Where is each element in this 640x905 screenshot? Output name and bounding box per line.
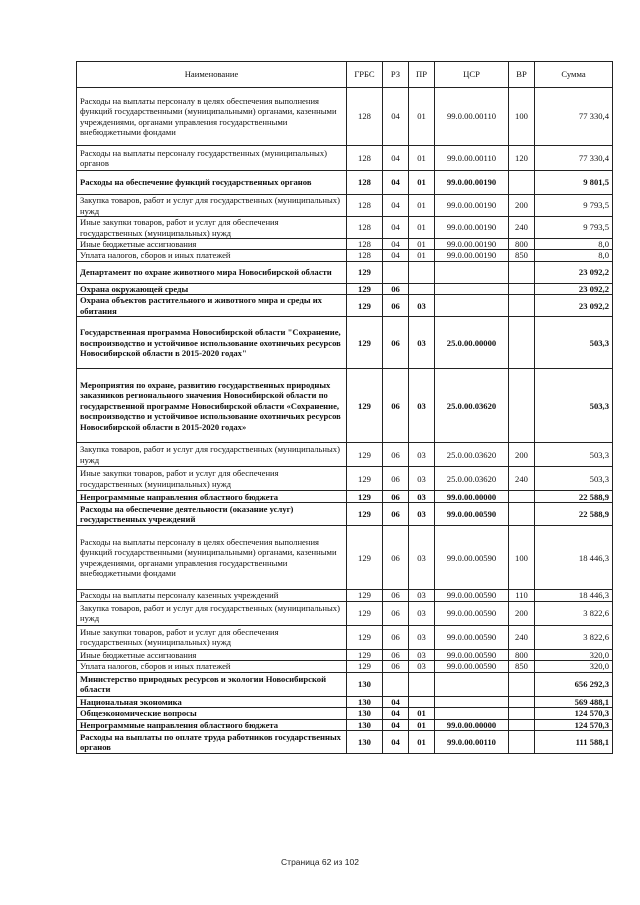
- cell-csr: 99.0.00.00190: [435, 239, 509, 250]
- cell-grbs: 129: [347, 369, 383, 443]
- cell-vr: 200: [509, 601, 535, 625]
- cell-grbs: 129: [347, 661, 383, 672]
- cell-name: Расходы на выплаты персоналу казенных учреждений: [77, 590, 347, 601]
- cell-rz: 06: [383, 503, 409, 526]
- table-row: [77, 731, 613, 754]
- header-rz: РЗ: [383, 62, 409, 88]
- cell-amount: 503,3: [535, 369, 613, 443]
- table-row: [77, 708, 613, 719]
- cell-name: Закупка товаров, работ и услуг для государственных (муниципальных) нужд: [77, 195, 347, 217]
- cell-name: Охрана объектов растительного и животного мира и среды их обитания: [77, 295, 347, 317]
- cell-grbs: 128: [347, 146, 383, 171]
- cell-vr: 200: [509, 195, 535, 217]
- cell-grbs: 129: [347, 503, 383, 526]
- cell-rz: 06: [383, 526, 409, 590]
- cell-grbs: 128: [347, 88, 383, 146]
- cell-amount: 22 588,9: [535, 503, 613, 526]
- cell-rz: 06: [383, 491, 409, 503]
- cell-amount: 124 570,3: [535, 708, 613, 719]
- cell-pr: [409, 283, 435, 294]
- cell-name: Расходы на обеспечение деятельности (оказание услуг) государственных учреждений: [77, 503, 347, 526]
- table-row: [77, 261, 613, 283]
- cell-amount: 23 092,2: [535, 295, 613, 317]
- cell-csr: [435, 261, 509, 283]
- page-footer: Страница 62 из 102: [281, 857, 359, 867]
- cell-vr: [509, 731, 535, 754]
- cell-vr: 240: [509, 467, 535, 491]
- cell-name: Иные бюджетные ассигнования: [77, 239, 347, 250]
- cell-name: Расходы на выплаты персоналу в целях обеспечения выполнения функций государственными (муниципальными) органами, казенными учреждениями, органами управления государственными внебюджетными фондами: [77, 526, 347, 590]
- table-row: [77, 250, 613, 261]
- cell-rz: 06: [383, 295, 409, 317]
- cell-vr: [509, 369, 535, 443]
- cell-pr: 03: [409, 491, 435, 503]
- table-row: [77, 661, 613, 672]
- cell-vr: 240: [509, 217, 535, 239]
- cell-amount: 9 793,5: [535, 217, 613, 239]
- cell-name: Национальная экономика: [77, 696, 347, 707]
- cell-grbs: 129: [347, 283, 383, 294]
- table-row: [77, 503, 613, 526]
- cell-csr: 99.0.00.00000: [435, 719, 509, 730]
- cell-csr: 99.0.00.00110: [435, 146, 509, 171]
- cell-amount: 503,3: [535, 317, 613, 369]
- table-row: [77, 295, 613, 317]
- cell-name: Расходы на выплаты персоналу в целях обеспечения выполнения функций государственными (муниципальными) органами, казенными учреждениями, органами управления государственными внебюджетными фондами: [77, 88, 347, 146]
- cell-grbs: 130: [347, 719, 383, 730]
- table-row: [77, 171, 613, 195]
- cell-amount: 8,0: [535, 239, 613, 250]
- cell-rz: 04: [383, 195, 409, 217]
- cell-amount: 22 588,9: [535, 491, 613, 503]
- cell-csr: 25.0.00.03620: [435, 467, 509, 491]
- cell-amount: 3 822,6: [535, 601, 613, 625]
- cell-vr: 800: [509, 239, 535, 250]
- header-name: Наименование: [77, 62, 347, 88]
- cell-grbs: 128: [347, 217, 383, 239]
- cell-csr: 99.0.00.00110: [435, 88, 509, 146]
- cell-csr: 99.0.00.00590: [435, 601, 509, 625]
- cell-vr: [509, 719, 535, 730]
- cell-grbs: 130: [347, 731, 383, 754]
- cell-name: Уплата налогов, сборов и иных платежей: [77, 661, 347, 672]
- table-row: [77, 146, 613, 171]
- cell-amount: 9 793,5: [535, 195, 613, 217]
- header-grbs: ГРБС: [347, 62, 383, 88]
- table-row: [77, 649, 613, 660]
- table-row: [77, 491, 613, 503]
- table-row: [77, 467, 613, 491]
- cell-grbs: 129: [347, 625, 383, 649]
- cell-csr: 99.0.00.00590: [435, 590, 509, 601]
- cell-vr: 110: [509, 590, 535, 601]
- cell-pr: [409, 696, 435, 707]
- cell-pr: 01: [409, 719, 435, 730]
- table-row: [77, 443, 613, 467]
- cell-vr: [509, 503, 535, 526]
- cell-grbs: 130: [347, 708, 383, 719]
- header-amount: Сумма: [535, 62, 613, 88]
- cell-pr: 03: [409, 526, 435, 590]
- cell-amount: 77 330,4: [535, 146, 613, 171]
- cell-pr: 03: [409, 443, 435, 467]
- cell-name: Иные закупки товаров, работ и услуг для обеспечения государственных (муниципальных) нужд: [77, 467, 347, 491]
- cell-csr: 25.0.00.03620: [435, 369, 509, 443]
- cell-grbs: 128: [347, 195, 383, 217]
- cell-rz: 06: [383, 467, 409, 491]
- cell-vr: [509, 317, 535, 369]
- cell-pr: [409, 672, 435, 696]
- table-row: [77, 590, 613, 601]
- cell-pr: 01: [409, 239, 435, 250]
- table-row: [77, 672, 613, 696]
- cell-vr: [509, 672, 535, 696]
- cell-csr: [435, 295, 509, 317]
- cell-amount: 111 588,1: [535, 731, 613, 754]
- cell-name: Расходы на обеспечение функций государственных органов: [77, 171, 347, 195]
- cell-amount: 18 446,3: [535, 526, 613, 590]
- cell-rz: 06: [383, 317, 409, 369]
- cell-name: Закупка товаров, работ и услуг для государственных (муниципальных) нужд: [77, 601, 347, 625]
- cell-amount: 320,0: [535, 649, 613, 660]
- cell-grbs: 128: [347, 250, 383, 261]
- cell-csr: 99.0.00.00110: [435, 731, 509, 754]
- cell-pr: 03: [409, 503, 435, 526]
- cell-name: Иные закупки товаров, работ и услуг для обеспечения государственных (муниципальных) нужд: [77, 625, 347, 649]
- cell-pr: [409, 261, 435, 283]
- cell-pr: 03: [409, 295, 435, 317]
- cell-rz: 04: [383, 708, 409, 719]
- cell-amount: 3 822,6: [535, 625, 613, 649]
- cell-grbs: 128: [347, 239, 383, 250]
- cell-vr: [509, 708, 535, 719]
- cell-vr: [509, 261, 535, 283]
- cell-name: Уплата налогов, сборов и иных платежей: [77, 250, 347, 261]
- cell-rz: 06: [383, 601, 409, 625]
- cell-name: Непрограммные направления областного бюджета: [77, 719, 347, 730]
- cell-pr: 03: [409, 661, 435, 672]
- cell-pr: 01: [409, 217, 435, 239]
- cell-vr: 240: [509, 625, 535, 649]
- table-row: [77, 601, 613, 625]
- cell-csr: 99.0.00.00190: [435, 217, 509, 239]
- cell-vr: [509, 491, 535, 503]
- cell-grbs: 129: [347, 590, 383, 601]
- cell-rz: 04: [383, 250, 409, 261]
- cell-grbs: 129: [347, 491, 383, 503]
- header-vr: ВР: [509, 62, 535, 88]
- cell-csr: 99.0.00.00590: [435, 503, 509, 526]
- header-pr: ПР: [409, 62, 435, 88]
- cell-vr: [509, 295, 535, 317]
- table-row: [77, 195, 613, 217]
- table-body: [77, 88, 613, 754]
- table-row: [77, 719, 613, 730]
- cell-grbs: 129: [347, 601, 383, 625]
- cell-amount: 656 292,3: [535, 672, 613, 696]
- cell-pr: 01: [409, 171, 435, 195]
- cell-pr: 01: [409, 731, 435, 754]
- header-csr: ЦСР: [435, 62, 509, 88]
- table-row: [77, 217, 613, 239]
- cell-name: Непрограммные направления областного бюджета: [77, 491, 347, 503]
- cell-pr: 03: [409, 625, 435, 649]
- cell-rz: 04: [383, 696, 409, 707]
- cell-pr: 03: [409, 649, 435, 660]
- cell-name: Общеэкономические вопросы: [77, 708, 347, 719]
- cell-amount: 124 570,3: [535, 719, 613, 730]
- cell-rz: 06: [383, 369, 409, 443]
- cell-rz: 06: [383, 590, 409, 601]
- cell-vr: 800: [509, 649, 535, 660]
- cell-rz: 06: [383, 443, 409, 467]
- cell-amount: 8,0: [535, 250, 613, 261]
- cell-grbs: 129: [347, 317, 383, 369]
- cell-rz: 04: [383, 88, 409, 146]
- cell-pr: 03: [409, 369, 435, 443]
- budget-table: [76, 61, 613, 754]
- cell-rz: 06: [383, 283, 409, 294]
- cell-vr: 100: [509, 526, 535, 590]
- cell-vr: [509, 283, 535, 294]
- cell-pr: 01: [409, 250, 435, 261]
- cell-amount: 23 092,2: [535, 283, 613, 294]
- table-header-row: [77, 62, 613, 88]
- table-row: [77, 88, 613, 146]
- cell-amount: 503,3: [535, 467, 613, 491]
- cell-rz: 06: [383, 649, 409, 660]
- cell-csr: 99.0.00.00590: [435, 661, 509, 672]
- cell-name: Департамент по охране животного мира Новосибирской области: [77, 261, 347, 283]
- cell-csr: 25.0.00.03620: [435, 443, 509, 467]
- cell-grbs: 129: [347, 526, 383, 590]
- cell-csr: 99.0.00.00000: [435, 491, 509, 503]
- cell-rz: 04: [383, 731, 409, 754]
- cell-csr: 99.0.00.00590: [435, 649, 509, 660]
- cell-rz: 04: [383, 146, 409, 171]
- cell-csr: 99.0.00.00190: [435, 195, 509, 217]
- cell-csr: 99.0.00.00190: [435, 171, 509, 195]
- cell-pr: 03: [409, 467, 435, 491]
- cell-csr: 99.0.00.00590: [435, 526, 509, 590]
- cell-name: Мероприятия по охране, развитию государственных природных заказников регионального значения Новосибирской области по государственной программе Новосибирской области «Сохранение, воспроизводство и устойчивое использование охотничьих ресурсов Новосибирской области в 2015-2020 годах»: [77, 369, 347, 443]
- cell-vr: 200: [509, 443, 535, 467]
- cell-amount: 503,3: [535, 443, 613, 467]
- cell-name: Иные бюджетные ассигнования: [77, 649, 347, 660]
- table-row: [77, 369, 613, 443]
- cell-amount: 77 330,4: [535, 88, 613, 146]
- cell-csr: [435, 696, 509, 707]
- cell-grbs: 128: [347, 171, 383, 195]
- cell-vr: 120: [509, 146, 535, 171]
- cell-name: Расходы на выплаты по оплате труда работников государственных органов: [77, 731, 347, 754]
- cell-csr: [435, 672, 509, 696]
- cell-grbs: 129: [347, 467, 383, 491]
- cell-vr: [509, 696, 535, 707]
- cell-amount: 18 446,3: [535, 590, 613, 601]
- cell-rz: 04: [383, 217, 409, 239]
- table-row: [77, 283, 613, 294]
- table-row: [77, 625, 613, 649]
- cell-rz: 06: [383, 661, 409, 672]
- cell-pr: 01: [409, 195, 435, 217]
- cell-rz: 06: [383, 625, 409, 649]
- cell-pr: 03: [409, 601, 435, 625]
- cell-pr: 03: [409, 317, 435, 369]
- table-row: [77, 239, 613, 250]
- cell-csr: 99.0.00.00190: [435, 250, 509, 261]
- cell-vr: 850: [509, 250, 535, 261]
- cell-grbs: 130: [347, 696, 383, 707]
- cell-grbs: 129: [347, 443, 383, 467]
- cell-name: Закупка товаров, работ и услуг для государственных (муниципальных) нужд: [77, 443, 347, 467]
- cell-csr: [435, 283, 509, 294]
- cell-name: Министерство природных ресурсов и экологии Новосибирской области: [77, 672, 347, 696]
- cell-pr: 01: [409, 146, 435, 171]
- cell-rz: [383, 261, 409, 283]
- cell-name: Охрана окружающей среды: [77, 283, 347, 294]
- cell-amount: 9 801,5: [535, 171, 613, 195]
- cell-csr: 99.0.00.00590: [435, 625, 509, 649]
- cell-pr: 01: [409, 88, 435, 146]
- cell-vr: [509, 171, 535, 195]
- table-row: [77, 526, 613, 590]
- cell-amount: 569 488,1: [535, 696, 613, 707]
- cell-rz: 04: [383, 239, 409, 250]
- cell-rz: 04: [383, 719, 409, 730]
- cell-grbs: 129: [347, 295, 383, 317]
- cell-grbs: 129: [347, 649, 383, 660]
- cell-vr: 100: [509, 88, 535, 146]
- cell-amount: 320,0: [535, 661, 613, 672]
- cell-pr: 01: [409, 708, 435, 719]
- cell-pr: 03: [409, 590, 435, 601]
- cell-amount: 23 092,2: [535, 261, 613, 283]
- cell-name: Иные закупки товаров, работ и услуг для обеспечения государственных (муниципальных) нужд: [77, 217, 347, 239]
- cell-grbs: 130: [347, 672, 383, 696]
- table-row: [77, 317, 613, 369]
- cell-rz: [383, 672, 409, 696]
- cell-vr: 850: [509, 661, 535, 672]
- cell-grbs: 129: [347, 261, 383, 283]
- cell-rz: 04: [383, 171, 409, 195]
- cell-csr: [435, 708, 509, 719]
- table-row: [77, 696, 613, 707]
- cell-csr: 25.0.00.00000: [435, 317, 509, 369]
- cell-name: Расходы на выплаты персоналу государственных (муниципальных) органов: [77, 146, 347, 171]
- cell-name: Государственная программа Новосибирской области "Сохранение, воспроизводство и устойчивое использование охотничьих ресурсов Новосибирской области в 2015-2020 годах": [77, 317, 347, 369]
